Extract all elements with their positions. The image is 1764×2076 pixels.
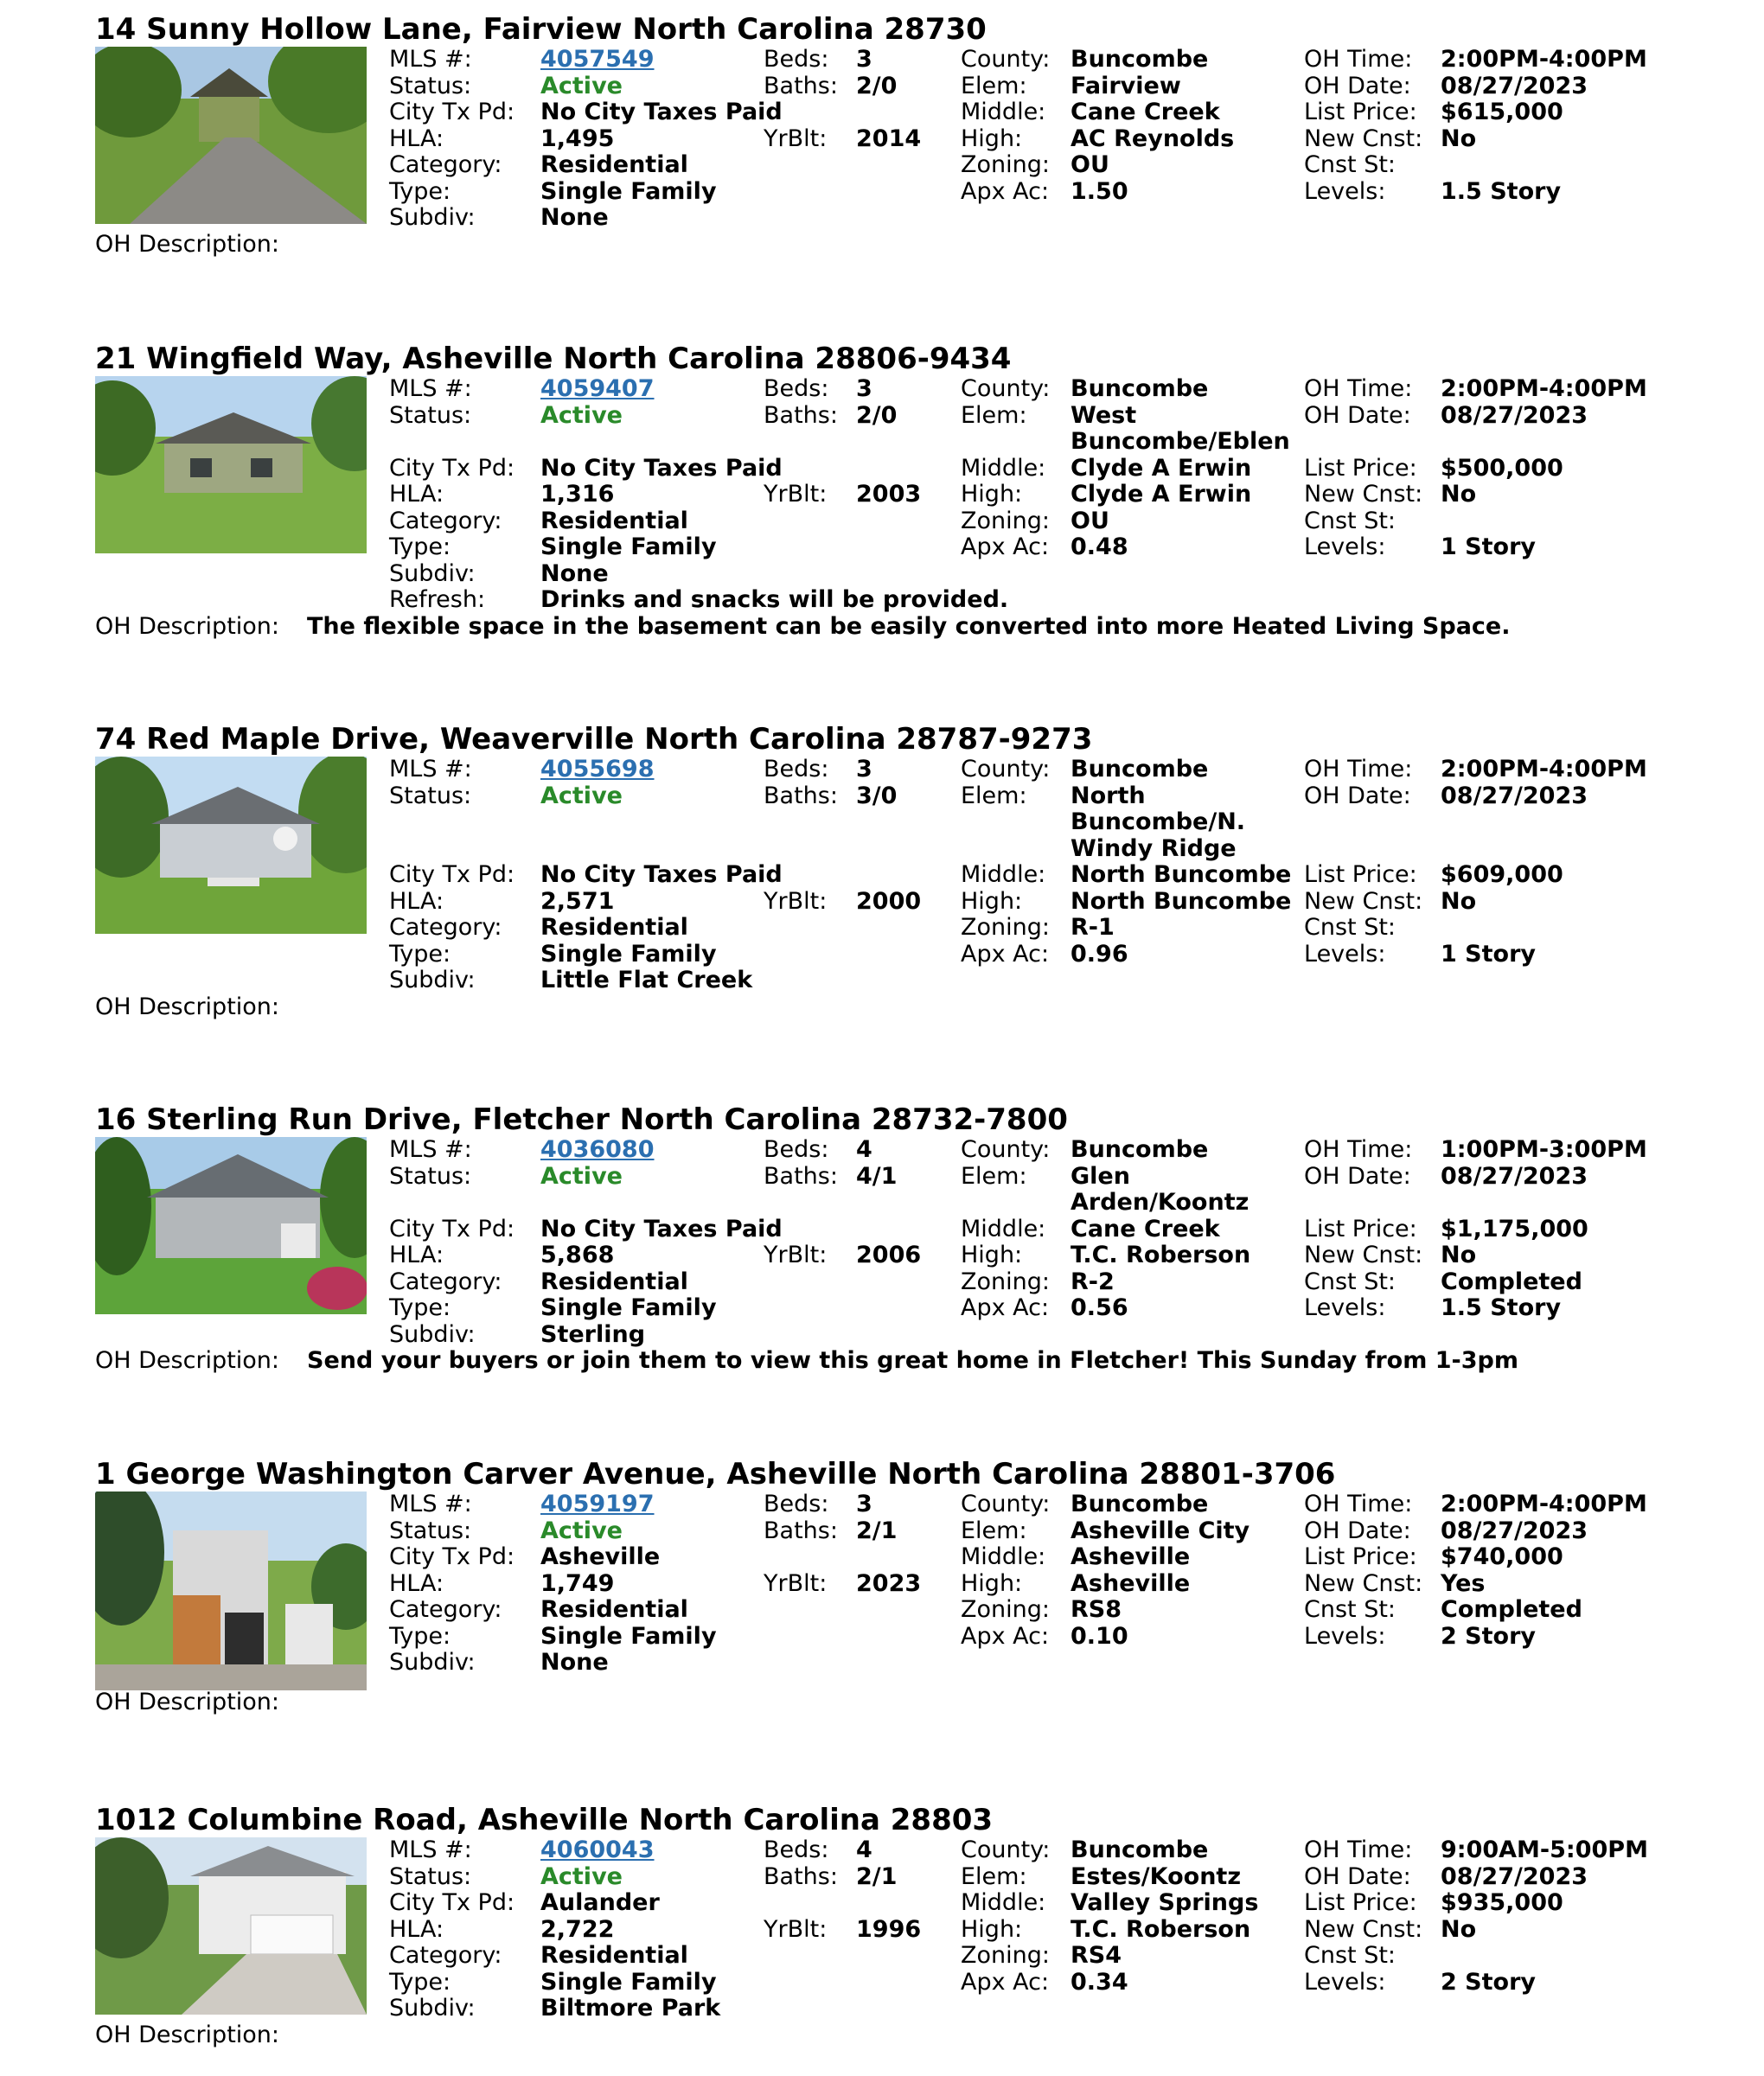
status-value: Active <box>540 1162 623 1190</box>
year-built-label: YrBlt: <box>764 1915 828 1943</box>
city-tax-label: City Tx Pd: <box>389 454 515 482</box>
mls-number-link[interactable]: 4057549 <box>540 46 655 73</box>
category-value: Residential <box>540 151 688 178</box>
city-tax-value: No City Taxes Paid <box>540 1215 783 1242</box>
hla-value: 1,316 <box>540 481 615 508</box>
oh-time-value: 2:00PM-4:00PM <box>1441 46 1647 73</box>
elem-value: Glen Arden/Koontz <box>1071 1162 1250 1216</box>
oh-description-value: The flexible space in the basement can be easily converted into more Heated Living Space. <box>307 612 1511 640</box>
list-price-label: List Price: <box>1304 1889 1417 1916</box>
zoning-value: OU <box>1071 507 1109 534</box>
year-built-value: 2023 <box>856 1569 922 1597</box>
new-cnst-label: New Cnst: <box>1304 1569 1423 1597</box>
acres-value: 0.10 <box>1071 1622 1128 1650</box>
beds-value: 3 <box>856 1491 872 1517</box>
year-built-label: YrBlt: <box>764 1242 828 1268</box>
type-label: Type: <box>389 177 451 205</box>
new-cnst-value: No <box>1441 481 1477 508</box>
high-label: High: <box>961 1242 1023 1268</box>
acres-value: 0.34 <box>1071 1968 1128 1996</box>
mls-label: MLS #: <box>389 1491 472 1517</box>
hla-label: HLA: <box>389 481 444 508</box>
mls-number-link[interactable]: 4055698 <box>540 756 655 782</box>
hla-label: HLA: <box>389 887 444 915</box>
zoning-label: Zoning: <box>961 507 1050 534</box>
property-photo <box>95 376 367 553</box>
oh-time-label: OH Time: <box>1304 46 1413 73</box>
cnst-st-label: Cnst St: <box>1304 1268 1396 1295</box>
list-price-value: $609,000 <box>1441 861 1563 888</box>
beds-value: 4 <box>856 1136 872 1163</box>
baths-value: 4/1 <box>856 1162 898 1190</box>
year-built-value: 2014 <box>856 125 922 152</box>
oh-date-value: 08/27/2023 <box>1441 1862 1588 1890</box>
baths-value: 2/1 <box>856 1517 898 1544</box>
mls-label: MLS #: <box>389 756 472 782</box>
county-label: County: <box>961 46 1051 73</box>
hla-value: 2,571 <box>540 887 615 915</box>
listing-4 <box>95 1102 1738 1379</box>
new-cnst-label: New Cnst: <box>1304 887 1423 915</box>
category-label: Category: <box>389 1268 502 1295</box>
levels-label: Levels: <box>1304 1968 1386 1996</box>
listing-address: 16 Sterling Run Drive, Fletcher North Carolina 28732-7800 <box>95 1102 1068 1137</box>
category-value: Residential <box>540 1596 688 1623</box>
oh-description-label: OH Description: <box>95 230 280 258</box>
status-value: Active <box>540 72 623 99</box>
year-built-value: 2000 <box>856 887 922 915</box>
high-value: AC Reynolds <box>1071 125 1235 152</box>
elem-label: Elem: <box>961 1162 1027 1190</box>
subdiv-label: Subdiv: <box>389 967 476 993</box>
hla-value: 5,868 <box>540 1242 615 1268</box>
hla-value: 1,495 <box>540 125 615 152</box>
mls-label: MLS #: <box>389 375 472 402</box>
elem-label: Elem: <box>961 782 1027 809</box>
cnst-st-value: Completed <box>1441 1268 1582 1295</box>
status-label: Status: <box>389 1862 472 1890</box>
type-label: Type: <box>389 1294 451 1321</box>
subdiv-value: Little Flat Creek <box>540 967 753 993</box>
zoning-label: Zoning: <box>961 1596 1050 1623</box>
list-price-label: List Price: <box>1304 454 1417 482</box>
new-cnst-value: No <box>1441 887 1477 915</box>
category-label: Category: <box>389 151 502 178</box>
list-price-value: $935,000 <box>1441 1889 1563 1916</box>
cnst-st-label: Cnst St: <box>1304 914 1396 941</box>
baths-label: Baths: <box>764 782 838 809</box>
zoning-label: Zoning: <box>961 914 1050 941</box>
beds-label: Beds: <box>764 1491 829 1517</box>
new-cnst-value: No <box>1441 1915 1477 1943</box>
list-price-value: $1,175,000 <box>1441 1215 1588 1242</box>
acres-value: 0.48 <box>1071 533 1128 560</box>
category-label: Category: <box>389 1942 502 1969</box>
cnst-st-label: Cnst St: <box>1304 1942 1396 1969</box>
house-photo-icon <box>95 1837 367 2015</box>
hla-label: HLA: <box>389 125 444 152</box>
middle-label: Middle: <box>961 1889 1046 1916</box>
beds-value: 3 <box>856 375 872 402</box>
property-photo <box>95 1137 367 1314</box>
oh-date-value: 08/27/2023 <box>1441 1162 1588 1190</box>
baths-value: 3/0 <box>856 782 898 809</box>
zoning-value: OU <box>1071 151 1109 178</box>
middle-value: Cane Creek <box>1071 99 1220 125</box>
elem-value: Asheville City <box>1071 1517 1250 1544</box>
oh-time-value: 1:00PM-3:00PM <box>1441 1136 1647 1163</box>
elem-label: Elem: <box>961 401 1027 429</box>
levels-label: Levels: <box>1304 533 1386 560</box>
cnst-st-label: Cnst St: <box>1304 507 1396 534</box>
county-value: Buncombe <box>1071 756 1209 782</box>
hla-label: HLA: <box>389 1242 444 1268</box>
list-price-value: $740,000 <box>1441 1543 1563 1570</box>
list-price-label: List Price: <box>1304 1543 1417 1570</box>
levels-value: 2 Story <box>1441 1622 1537 1650</box>
type-value: Single Family <box>540 940 717 968</box>
listing-address: 14 Sunny Hollow Lane, Fairview North Carolina 28730 <box>95 12 987 47</box>
year-built-label: YrBlt: <box>764 125 828 152</box>
type-value: Single Family <box>540 1294 717 1321</box>
new-cnst-label: New Cnst: <box>1304 481 1423 508</box>
refresh-value: Drinks and snacks will be provided. <box>540 586 1009 613</box>
category-label: Category: <box>389 507 502 534</box>
oh-date-label: OH Date: <box>1304 401 1411 429</box>
mls-number-link[interactable]: 4060043 <box>540 1836 655 1863</box>
high-label: High: <box>961 1915 1023 1943</box>
status-label: Status: <box>389 1162 472 1190</box>
property-photo <box>95 757 367 934</box>
year-built-label: YrBlt: <box>764 887 828 915</box>
beds-value: 3 <box>856 756 872 782</box>
middle-label: Middle: <box>961 1215 1046 1242</box>
listing-address: 74 Red Maple Drive, Weaverville North Carolina 28787-9273 <box>95 722 1093 757</box>
elem-value: North Buncombe/N. Windy Ridge <box>1071 782 1246 862</box>
listing-address: 1012 Columbine Road, Asheville North Carolina 28803 <box>95 1803 994 1837</box>
oh-date-label: OH Date: <box>1304 72 1411 99</box>
levels-value: 1 Story <box>1441 940 1537 968</box>
oh-time-label: OH Time: <box>1304 1491 1413 1517</box>
elem-label: Elem: <box>961 1862 1027 1890</box>
year-built-value: 2006 <box>856 1242 922 1268</box>
oh-time-value: 2:00PM-4:00PM <box>1441 756 1647 782</box>
mls-label: MLS #: <box>389 46 472 73</box>
status-label: Status: <box>389 782 472 809</box>
oh-date-value: 08/27/2023 <box>1441 72 1588 99</box>
listing-address: 1 George Washington Carver Avenue, Asheville North Carolina 28801-3706 <box>95 1457 1336 1492</box>
baths-label: Baths: <box>764 72 838 99</box>
city-tax-label: City Tx Pd: <box>389 99 515 125</box>
type-label: Type: <box>389 1968 451 1996</box>
property-photo <box>95 1492 367 1690</box>
middle-value: Asheville <box>1071 1543 1191 1570</box>
county-label: County: <box>961 375 1051 402</box>
oh-time-value: 2:00PM-4:00PM <box>1441 1491 1647 1517</box>
type-value: Single Family <box>540 1622 717 1650</box>
acres-label: Apx Ac: <box>961 940 1050 968</box>
zoning-label: Zoning: <box>961 1268 1050 1295</box>
list-price-value: $500,000 <box>1441 454 1563 482</box>
year-built-value: 1996 <box>856 1915 922 1943</box>
listing-3 <box>95 722 1738 1025</box>
high-value: T.C. Roberson <box>1071 1915 1251 1943</box>
subdiv-value: None <box>540 204 609 231</box>
levels-label: Levels: <box>1304 1294 1386 1321</box>
high-value: Clyde A Erwin <box>1071 481 1252 508</box>
listing-2 <box>95 342 1738 644</box>
high-label: High: <box>961 481 1023 508</box>
subdiv-label: Subdiv: <box>389 559 476 587</box>
category-value: Residential <box>540 1268 688 1295</box>
levels-label: Levels: <box>1304 177 1386 205</box>
year-built-label: YrBlt: <box>764 481 828 508</box>
county-label: County: <box>961 1836 1051 1863</box>
high-label: High: <box>961 887 1023 915</box>
baths-label: Baths: <box>764 1517 838 1544</box>
city-tax-label: City Tx Pd: <box>389 861 515 888</box>
listing-5 <box>95 1457 1738 1716</box>
category-label: Category: <box>389 1596 502 1623</box>
high-label: High: <box>961 1569 1023 1597</box>
acres-value: 0.56 <box>1071 1294 1128 1321</box>
house-photo-icon <box>95 47 367 224</box>
middle-label: Middle: <box>961 1543 1046 1570</box>
list-price-label: List Price: <box>1304 861 1417 888</box>
oh-description-label: OH Description: <box>95 1689 280 1715</box>
city-tax-value: Asheville <box>540 1543 661 1570</box>
house-photo-icon <box>95 1492 367 1690</box>
type-value: Single Family <box>540 177 717 205</box>
county-value: Buncombe <box>1071 1136 1209 1163</box>
house-photo-icon <box>95 1137 367 1314</box>
city-tax-value: No City Taxes Paid <box>540 99 783 125</box>
oh-date-value: 08/27/2023 <box>1441 1517 1588 1544</box>
high-value: North Buncombe <box>1071 887 1292 915</box>
levels-label: Levels: <box>1304 940 1386 968</box>
oh-description-label: OH Description: <box>95 2021 280 2048</box>
county-label: County: <box>961 1491 1051 1517</box>
city-tax-value: No City Taxes Paid <box>540 454 783 482</box>
subdiv-label: Subdiv: <box>389 1320 476 1348</box>
levels-value: 1.5 Story <box>1441 1294 1562 1321</box>
status-value: Active <box>540 1862 623 1890</box>
subdiv-value: Sterling <box>540 1320 646 1348</box>
acres-label: Apx Ac: <box>961 177 1050 205</box>
property-photo <box>95 1837 367 2015</box>
category-value: Residential <box>540 1942 688 1969</box>
new-cnst-value: Yes <box>1441 1569 1486 1597</box>
mls-number-link[interactable]: 4059407 <box>540 375 655 402</box>
oh-date-label: OH Date: <box>1304 1517 1411 1544</box>
refresh-label: Refresh: <box>389 586 486 613</box>
acres-label: Apx Ac: <box>961 533 1050 560</box>
baths-label: Baths: <box>764 1862 838 1890</box>
oh-time-value: 2:00PM-4:00PM <box>1441 375 1647 402</box>
subdiv-label: Subdiv: <box>389 1649 476 1676</box>
subdiv-value: Biltmore Park <box>540 1995 721 2022</box>
acres-label: Apx Ac: <box>961 1294 1050 1321</box>
city-tax-label: City Tx Pd: <box>389 1889 515 1916</box>
elem-value: Fairview <box>1071 72 1181 99</box>
middle-value: North Buncombe <box>1071 861 1292 888</box>
new-cnst-value: No <box>1441 125 1477 152</box>
oh-date-value: 08/27/2023 <box>1441 401 1588 429</box>
new-cnst-value: No <box>1441 1242 1477 1268</box>
oh-time-label: OH Time: <box>1304 1836 1413 1863</box>
status-label: Status: <box>389 401 472 429</box>
oh-time-label: OH Time: <box>1304 756 1413 782</box>
cnst-st-label: Cnst St: <box>1304 1596 1396 1623</box>
oh-date-label: OH Date: <box>1304 1162 1411 1190</box>
mls-label: MLS #: <box>389 1136 472 1163</box>
acres-label: Apx Ac: <box>961 1968 1050 1996</box>
listing-address: 21 Wingfield Way, Asheville North Carolina 28806-9434 <box>95 342 1012 376</box>
elem-label: Elem: <box>961 1517 1027 1544</box>
baths-value: 2/0 <box>856 72 898 99</box>
new-cnst-label: New Cnst: <box>1304 1242 1423 1268</box>
zoning-label: Zoning: <box>961 1942 1050 1969</box>
oh-time-label: OH Time: <box>1304 375 1413 402</box>
beds-label: Beds: <box>764 1136 829 1163</box>
zoning-value: R-2 <box>1071 1268 1115 1295</box>
status-value: Active <box>540 401 623 429</box>
city-tax-label: City Tx Pd: <box>389 1543 515 1570</box>
county-value: Buncombe <box>1071 375 1209 402</box>
high-value: Asheville <box>1071 1569 1191 1597</box>
status-value: Active <box>540 782 623 809</box>
new-cnst-label: New Cnst: <box>1304 1915 1423 1943</box>
beds-label: Beds: <box>764 46 829 73</box>
mls-number-link[interactable]: 4036080 <box>540 1136 655 1163</box>
levels-value: 2 Story <box>1441 1968 1537 1996</box>
beds-label: Beds: <box>764 1836 829 1863</box>
subdiv-label: Subdiv: <box>389 1995 476 2022</box>
oh-description-label: OH Description: <box>95 993 280 1020</box>
beds-label: Beds: <box>764 756 829 782</box>
oh-description-label: OH Description: <box>95 612 280 640</box>
oh-description-label: OH Description: <box>95 1347 280 1374</box>
baths-value: 2/1 <box>856 1862 898 1890</box>
property-photo <box>95 47 367 224</box>
new-cnst-label: New Cnst: <box>1304 125 1423 152</box>
type-label: Type: <box>389 1622 451 1650</box>
hla-label: HLA: <box>389 1915 444 1943</box>
elem-label: Elem: <box>961 72 1027 99</box>
elem-value: Estes/Koontz <box>1071 1862 1242 1890</box>
type-value: Single Family <box>540 1968 717 1996</box>
status-value: Active <box>540 1517 623 1544</box>
cnst-st-value: Completed <box>1441 1596 1582 1623</box>
beds-value: 4 <box>856 1836 872 1863</box>
baths-label: Baths: <box>764 1162 838 1190</box>
subdiv-value: None <box>540 559 609 587</box>
listing-6 <box>95 1803 1738 2062</box>
middle-value: Clyde A Erwin <box>1071 454 1252 482</box>
levels-value: 1 Story <box>1441 533 1537 560</box>
acres-value: 0.96 <box>1071 940 1128 968</box>
zoning-value: RS8 <box>1071 1596 1122 1623</box>
levels-label: Levels: <box>1304 1622 1386 1650</box>
house-photo-icon <box>95 757 367 934</box>
acres-label: Apx Ac: <box>961 1622 1050 1650</box>
year-built-label: YrBlt: <box>764 1569 828 1597</box>
listing-1 <box>95 12 1738 263</box>
city-tax-label: City Tx Pd: <box>389 1215 515 1242</box>
list-price-value: $615,000 <box>1441 99 1563 125</box>
oh-date-label: OH Date: <box>1304 782 1411 809</box>
levels-value: 1.5 Story <box>1441 177 1562 205</box>
beds-label: Beds: <box>764 375 829 402</box>
county-value: Buncombe <box>1071 1836 1209 1863</box>
zoning-value: RS4 <box>1071 1942 1122 1969</box>
house-photo-icon <box>95 376 367 553</box>
type-value: Single Family <box>540 533 717 560</box>
status-label: Status: <box>389 1517 472 1544</box>
oh-time-value: 9:00AM-5:00PM <box>1441 1836 1648 1863</box>
baths-label: Baths: <box>764 401 838 429</box>
list-price-label: List Price: <box>1304 99 1417 125</box>
status-label: Status: <box>389 72 472 99</box>
hla-value: 2,722 <box>540 1915 615 1943</box>
city-tax-value: Aulander <box>540 1889 660 1916</box>
acres-value: 1.50 <box>1071 177 1128 205</box>
middle-label: Middle: <box>961 861 1046 888</box>
middle-value: Valley Springs <box>1071 1889 1259 1916</box>
oh-description-value: Send your buyers or join them to view this great home in Fletcher! This Sunday from 1-3pm <box>307 1347 1518 1374</box>
type-label: Type: <box>389 533 451 560</box>
middle-label: Middle: <box>961 454 1046 482</box>
county-label: County: <box>961 1136 1051 1163</box>
county-value: Buncombe <box>1071 1491 1209 1517</box>
cnst-st-label: Cnst St: <box>1304 151 1396 178</box>
mls-label: MLS #: <box>389 1836 472 1863</box>
county-label: County: <box>961 756 1051 782</box>
city-tax-value: No City Taxes Paid <box>540 861 783 888</box>
middle-label: Middle: <box>961 99 1046 125</box>
county-value: Buncombe <box>1071 46 1209 73</box>
zoning-label: Zoning: <box>961 151 1050 178</box>
oh-time-label: OH Time: <box>1304 1136 1413 1163</box>
category-value: Residential <box>540 507 688 534</box>
beds-value: 3 <box>856 46 872 73</box>
subdiv-label: Subdiv: <box>389 204 476 231</box>
high-value: T.C. Roberson <box>1071 1242 1251 1268</box>
baths-value: 2/0 <box>856 401 898 429</box>
hla-label: HLA: <box>389 1569 444 1597</box>
high-label: High: <box>961 125 1023 152</box>
oh-date-value: 08/27/2023 <box>1441 782 1588 809</box>
list-price-label: List Price: <box>1304 1215 1417 1242</box>
type-label: Type: <box>389 940 451 968</box>
mls-number-link[interactable]: 4059197 <box>540 1491 655 1517</box>
category-value: Residential <box>540 914 688 941</box>
year-built-value: 2003 <box>856 481 922 508</box>
middle-value: Cane Creek <box>1071 1215 1220 1242</box>
elem-value: West Buncombe/Eblen <box>1071 401 1290 455</box>
category-label: Category: <box>389 914 502 941</box>
subdiv-value: None <box>540 1649 609 1676</box>
hla-value: 1,749 <box>540 1569 615 1597</box>
zoning-value: R-1 <box>1071 914 1115 941</box>
oh-date-label: OH Date: <box>1304 1862 1411 1890</box>
